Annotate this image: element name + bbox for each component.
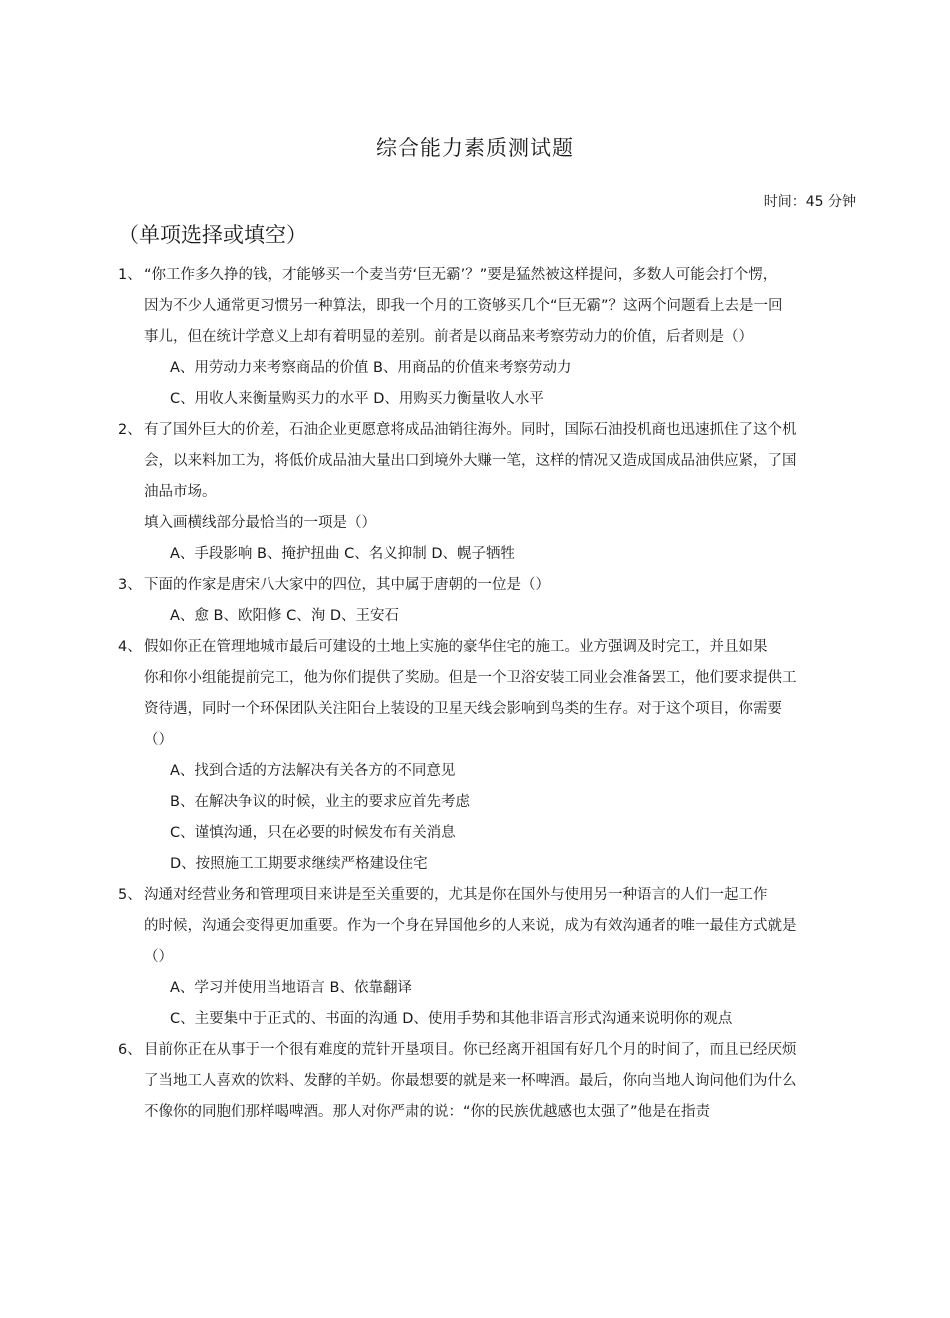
question-text-line: （）	[144, 949, 173, 965]
section-heading: （单项选择或填空）	[118, 223, 307, 247]
answer-options: A、愈 B、欧阳修 C、洵 D、王安石	[170, 608, 399, 624]
question-text-line: 的时候，沟通会变得更加重要。作为一个身在异国他乡的人来说，成为有效沟通者的唯一最佳方式就是	[144, 918, 797, 934]
question-number: 3、	[118, 577, 142, 593]
question-text-line: 有了国外巨大的价差，石油企业更愿意将成品油销往海外。同时，国际石油投机商也迅速抓住了这个机	[144, 422, 797, 438]
question-instruction: 填入画横线部分最恰当的一项是（）	[144, 515, 376, 531]
question-number: 2、	[118, 422, 142, 438]
question-3	[118, 570, 858, 632]
question-5	[118, 880, 858, 1035]
question-text-line: 目前你正在从事于一个很有难度的荒针开垦项目。你已经离开祖国有好几个月的时间了，而且已经厌烦	[144, 1042, 797, 1058]
answer-options: C、主要集中于正式的、书面的沟通 D、使用手势和其他非语言形式沟通来说明你的观点	[170, 1011, 733, 1027]
answer-options: A、用劳动力来考察商品的价值 B、用商品的价值来考察劳动力	[170, 360, 572, 376]
answer-option-a: A、找到合适的方法解决有关各方的不同意见	[170, 763, 456, 779]
page-title: 综合能力素质测试题	[376, 136, 574, 160]
question-1	[118, 260, 858, 415]
question-6	[118, 1035, 858, 1128]
question-text-line: 事儿，但在统计学意义上却有着明显的差别。前者是以商品来考察劳动力的价值，后者则是（）	[144, 329, 753, 345]
question-text-line: 会，以来料加工为，将低价成品油大量出口到境外大赚一笔，这样的情况又造成国成品油供应紧，了国	[144, 453, 797, 469]
question-text-line: 不像你的同胞们那样喝啤酒。那人对你严肃的说：“你的民族优越感也太强了”他是在指责	[144, 1104, 711, 1120]
question-text-line: 下面的作家是唐宋八大家中的四位，其中属于唐朝的一位是（）	[144, 577, 550, 593]
question-text-line: 假如你正在管理地城市最后可建设的土地上实施的豪华住宅的施工。业方强调及时完工，并且如果	[144, 639, 768, 655]
answer-options: A、手段影响 B、掩护扭曲 C、名义抑制 D、幌子牺牲	[170, 546, 515, 562]
question-text-line: 因为不少人通常更习惯另一种算法，即我一个月的工资够买几个“巨无霸”？这两个问题看上去是一回	[144, 298, 783, 314]
question-text-line: 了当地工人喜欢的饮料、发酵的羊奶。你最想要的就是来一杯啤酒。最后，你向当地人询问他们为什么	[144, 1073, 797, 1089]
question-number: 5、	[118, 887, 142, 903]
question-text-line: （）	[144, 732, 173, 748]
question-list	[118, 260, 858, 1128]
question-number: 4、	[118, 639, 142, 655]
question-number: 6、	[118, 1042, 142, 1058]
answer-option-c: C、谨慎沟通，只在必要的时候发布有关消息	[170, 825, 456, 841]
time-limit: 时间：45 分钟	[763, 194, 856, 210]
question-4	[118, 632, 858, 880]
answer-options: A、学习并使用当地语言 B、依靠翻译	[170, 980, 412, 996]
question-2	[118, 415, 858, 570]
question-text-line: 资待遇，同时一个环保团队关注阳台上装设的卫星天线会影响到鸟类的生存。对于这个项目，你需要	[144, 701, 782, 717]
question-number: 1、	[118, 267, 142, 283]
question-text-line: 沟通对经营业务和管理项目来讲是至关重要的，尤其是你在国外与使用另一种语言的人们一起工作	[144, 887, 768, 903]
question-text-line: “你工作多久挣的钱，才能够买一个麦当劳‘巨无霸’？”要是猛然被这样提问，多数人可能会打个愣，	[144, 267, 778, 283]
answer-option-b: B、在解决争议的时候，业主的要求应首先考虑	[170, 794, 470, 810]
question-text-line: 你和你小组能提前完工，他为你们提供了奖励。但是一个卫浴安装工同业会准备罢工，他们要求提供工	[144, 670, 797, 686]
question-text-line: 油品市场。	[144, 484, 217, 500]
answer-option-d: D、按照施工工期要求继续严格建设住宅	[170, 856, 428, 872]
answer-options: C、用收人来衡量购买力的水平 D、用购买力衡量收人水平	[170, 391, 544, 407]
